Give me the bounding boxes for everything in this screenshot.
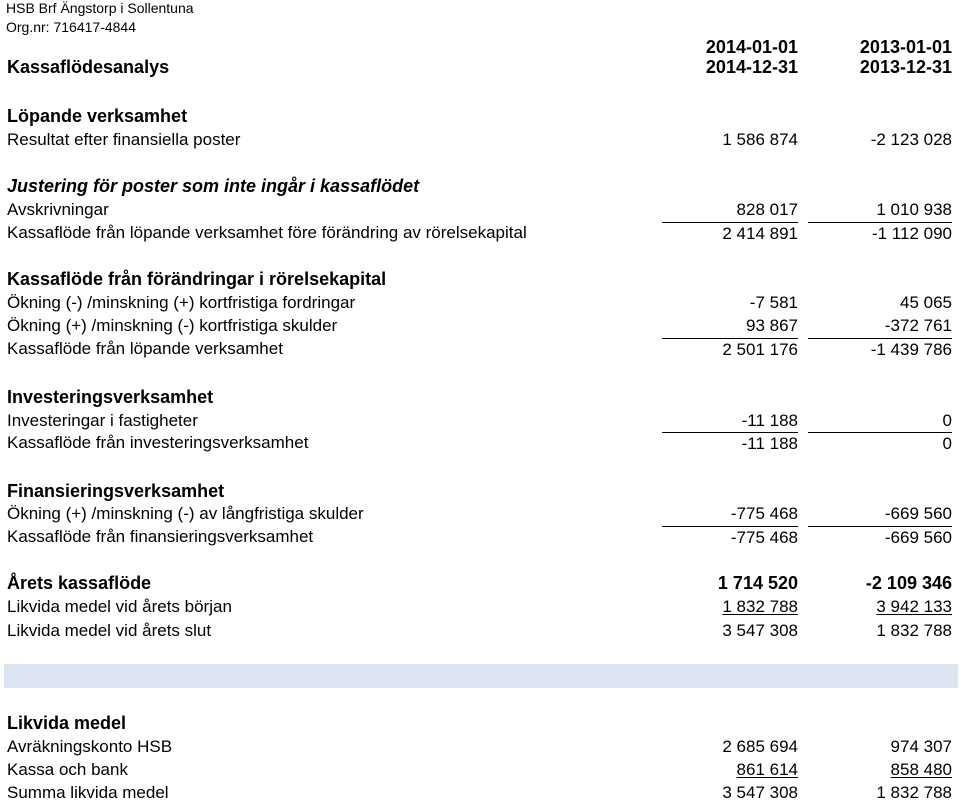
row-value-2013: 1 832 788: [876, 783, 952, 802]
col2-end-date: 2013-12-31: [859, 57, 952, 77]
table-row: [0, 338, 960, 360]
row-value-2014: 2 501 176: [662, 338, 798, 361]
row-label: Summa likvida medel: [7, 783, 169, 802]
section-heading: [0, 712, 960, 734]
org-name: HSB Brf Ängstorp i Sollentuna: [6, 0, 194, 16]
table-row: [0, 410, 960, 432]
row-value-2014: 93 867: [746, 316, 798, 335]
row-value-2013: 3 942 133: [876, 597, 952, 616]
row-value-2014: -775 468: [730, 504, 798, 523]
row-value-2013: -669 560: [884, 504, 952, 523]
row-value-2014: 1 832 788: [722, 597, 798, 616]
section-title-rorelse: Kassaflöde från förändringar i rörelsekapital: [7, 269, 387, 289]
table-row: [0, 292, 960, 314]
row-value-2013: -2 109 346: [865, 573, 952, 593]
row-value-2013: 0: [942, 411, 952, 430]
row-value-2014: 3 547 308: [722, 621, 798, 640]
table-row: [0, 222, 960, 244]
section-title-invest: Investeringsverksamhet: [7, 387, 214, 407]
row-label: Ökning (-) /minskning (+) kortfristiga fordringar: [7, 293, 356, 312]
row-value-2013: 974 307: [890, 737, 952, 756]
section-heading: [0, 386, 960, 408]
row-value-2013: 1 832 788: [876, 621, 952, 640]
col1-end-date: 2014-12-31: [705, 57, 798, 77]
section-title-justering: Justering för poster som inte ingår i kassaflödet: [7, 176, 420, 196]
row-value-2014: -775 468: [662, 526, 798, 549]
table-row: [0, 432, 960, 454]
separator-band: [4, 664, 958, 688]
section-title-likvida: Likvida medel: [7, 713, 127, 733]
row-label: Kassa och bank: [7, 760, 128, 779]
row-value-2014: -11 188: [662, 432, 798, 455]
table-row: [0, 620, 960, 642]
row-value-2013: -669 560: [808, 526, 952, 549]
row-value-2013: -1 439 786: [808, 338, 952, 361]
row-value-2014: 828 017: [736, 200, 798, 219]
row-label: Investeringar i fastigheter: [7, 411, 198, 430]
table-row: [0, 736, 960, 758]
table-row: [0, 782, 960, 802]
row-value-2014: -7 581: [749, 293, 798, 312]
table-row: [0, 199, 960, 221]
row-label: Kassaflöde från finansieringsverksamhet: [7, 527, 314, 546]
row-value-2013: 858 480: [890, 760, 952, 779]
table-row: [0, 759, 960, 781]
col2-start-date: 2013-01-01: [859, 37, 952, 57]
row-label: Ökning (+) /minskning (-) av långfristiga skulder: [7, 504, 364, 523]
row-value-2013: -372 761: [884, 316, 952, 335]
section-heading: [0, 480, 960, 502]
row-value-2014: 1 586 874: [722, 130, 798, 149]
row-label: Likvida medel vid årets slut: [7, 621, 212, 640]
table-row: [0, 572, 960, 594]
row-value-2014: 3 547 308: [722, 783, 798, 802]
table-row: [0, 129, 960, 151]
row-value-2013: 0: [808, 432, 952, 455]
row-label: Kassaflöde från löpande verksamhet: [7, 339, 283, 358]
table-row: [0, 315, 960, 337]
row-value-2014: 861 614: [736, 760, 798, 779]
section-heading: [0, 175, 960, 197]
row-value-2013: 1 010 938: [876, 200, 952, 219]
row-label: Likvida medel vid årets början: [7, 597, 232, 616]
row-label: Avräkningskonto HSB: [7, 737, 173, 756]
row-value-2013: -1 112 090: [808, 222, 952, 245]
table-row: [0, 526, 960, 548]
org-number: Org.nr: 716417-4844: [6, 19, 136, 35]
row-value-2014: -11 188: [741, 411, 798, 430]
section-title-fin: Finansieringsverksamhet: [7, 481, 225, 501]
page-title: Kassaflödesanalys: [7, 57, 170, 77]
row-value-2013: 45 065: [900, 293, 952, 312]
table-row: [0, 596, 960, 618]
row-label: Avskrivningar: [7, 200, 109, 219]
row-label: Årets kassaflöde: [7, 573, 152, 593]
row-label: Ökning (+) /minskning (-) kortfristiga skulder: [7, 316, 338, 335]
row-label: Resultat efter finansiella poster: [7, 130, 241, 149]
row-value-2014: 2 414 891: [662, 222, 798, 245]
row-label: Kassaflöde från investeringsverksamhet: [7, 433, 309, 452]
row-label: Kassaflöde från löpande verksamhet före förändring av rörelsekapital: [7, 223, 527, 242]
section-heading: [0, 268, 960, 290]
title-row: [0, 56, 960, 78]
table-row: [0, 503, 960, 525]
section-title-lopande: Löpande verksamhet: [7, 106, 188, 126]
row-value-2014: 1 714 520: [717, 573, 798, 593]
section-heading: [0, 105, 960, 127]
row-value-2014: 2 685 694: [722, 737, 798, 756]
row-value-2013: -2 123 028: [870, 130, 952, 149]
period-start-row: [0, 36, 960, 58]
col1-start-date: 2014-01-01: [705, 37, 798, 57]
